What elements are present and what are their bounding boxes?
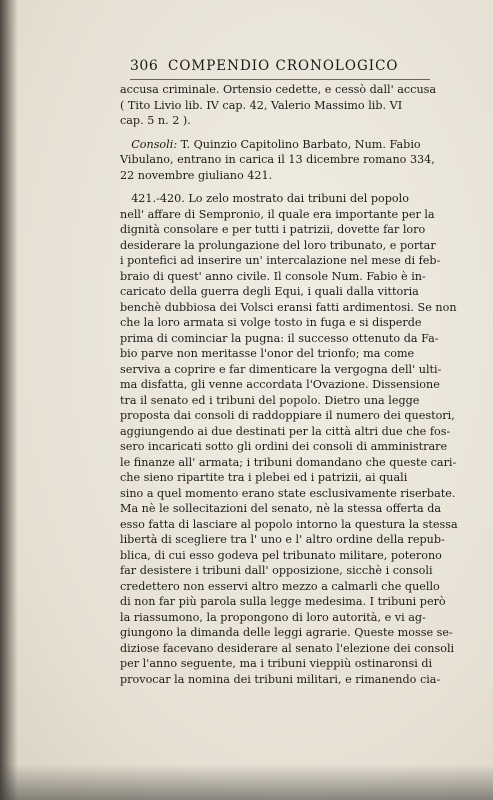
text-line: esso fatta di lasciare al popolo intorno la questura la stessa	[120, 517, 458, 531]
text-line: bio parve non meritasse l'onor del trionfo; ma come	[120, 347, 415, 360]
header-rule	[130, 79, 430, 80]
text-line: dignità consolare e per tutti i patrizii, dovette far loro	[120, 223, 426, 236]
text-line: caricato della guerra degli Equi, i quali dalla vittoria	[120, 285, 419, 298]
year-first-line: Lo zelo mostrato dai tribuni del popolo	[188, 192, 409, 205]
running-title: COMPENDIO CRONOLOGICO	[168, 58, 399, 74]
bottom-edge-shadow	[0, 764, 493, 800]
text-line: giungono la dimanda delle leggi agrarie. Queste mosse se-	[120, 626, 453, 639]
text-line: i pontefici ad inserire un' intercalazione nel mese di feb-	[120, 254, 441, 267]
page-header	[130, 58, 440, 78]
text-line: provocar la nomina dei tribuni militari, e rimanendo cia-	[120, 672, 441, 686]
consoli-label: Consoli:	[131, 137, 178, 151]
text-line: sino a quel momento erano state esclusivamente riserbate.	[120, 486, 456, 500]
text-line: libertà di scegliere tra l' uno e l' altro ordine della repub-	[120, 533, 445, 546]
text-line: credettero non esservi altro mezzo a calmarli che quello	[120, 579, 440, 593]
text-line: aggiungendo ai due destinati per la città altri due che fos-	[120, 424, 451, 438]
text-line: cap. 5 n. 2 ).	[120, 114, 191, 127]
text-line: la riassumono, la propongono di loro autorità, e vi ag-	[120, 610, 426, 624]
paragraph-421-420	[120, 191, 458, 687]
text-line: Vibulano, entrano in carica il 13 dicembre romano 334,	[120, 153, 435, 166]
text-line: sero incaricati sotto gli ordini dei consoli di amministrare	[120, 440, 448, 453]
text-line: desiderare la prolungazione del loro tribunato, e portar	[120, 238, 436, 252]
text-line: braio di quest' anno civile. Il console Num. Fabio è in-	[120, 269, 426, 283]
text-line: che sieno ripartite tra i plebei ed i patrizii, ai quali	[120, 471, 408, 484]
consoli-line: T. Quinzio Capitolino Barbato, Num. Fabio	[180, 137, 421, 151]
text-line: proposta dai consoli di raddoppiare il numero dei questori,	[120, 409, 455, 422]
text-line: benchè dubbiosa dei Volsci eransi fatti ardimentosi. Se non	[120, 300, 457, 314]
text-line: serviva a coprire e far dimenticare la vergogna dell' ulti-	[120, 362, 442, 376]
text-line: accusa criminale. Ortensio cedette, e cessò dall' accusa	[120, 83, 437, 96]
text-line: far desistere i tribuni dall' opposizione, sicchè i consoli	[120, 564, 433, 577]
text-line: ( Tito Livio lib. IV cap. 42, Valerio Massimo lib. VI	[120, 98, 403, 112]
text-line	[120, 191, 450, 207]
text-line: blica, di cui esso godeva pel tribunato militare, poterono	[120, 548, 442, 562]
text-line: nell' affare di Sempronio, il quale era importante per la	[120, 207, 435, 221]
text-line: che la loro armata si volge tosto in fuga e si disperde	[120, 316, 422, 329]
page-number: 306	[130, 58, 159, 74]
year-range: 421.-420.	[131, 192, 185, 205]
text-line: per l'anno seguente, ma i tribuni vieppiù ostinaronsi di	[120, 657, 433, 670]
text-line: Ma nè le sollecitazioni del senato, nè la stessa offerta da	[120, 502, 442, 515]
text-line: diziose facevano desiderare al senato l'elezione dei consoli	[120, 641, 455, 655]
text-line: di non far più parola sulla legge medesima. I tribuni però	[120, 595, 446, 608]
text-line: ma disfatta, gli venne accordata l'Ovazione. Dissensione	[120, 378, 440, 391]
paragraph-consoli	[120, 137, 450, 184]
text-line: 22 novembre giuliano 421.	[120, 168, 273, 182]
text-line: prima di cominciar la pugna: il successo ottenuto da Fa-	[120, 331, 439, 345]
book-gutter-shadow	[0, 0, 18, 800]
text-line: tra il senato ed i tribuni del popolo. Dietro una legge	[120, 393, 420, 407]
page-body	[120, 82, 458, 687]
text-line	[120, 137, 450, 153]
paragraph-accusa	[120, 82, 450, 129]
text-line: le finanze all' armata; i tribuni domandano che queste cari-	[120, 455, 457, 469]
